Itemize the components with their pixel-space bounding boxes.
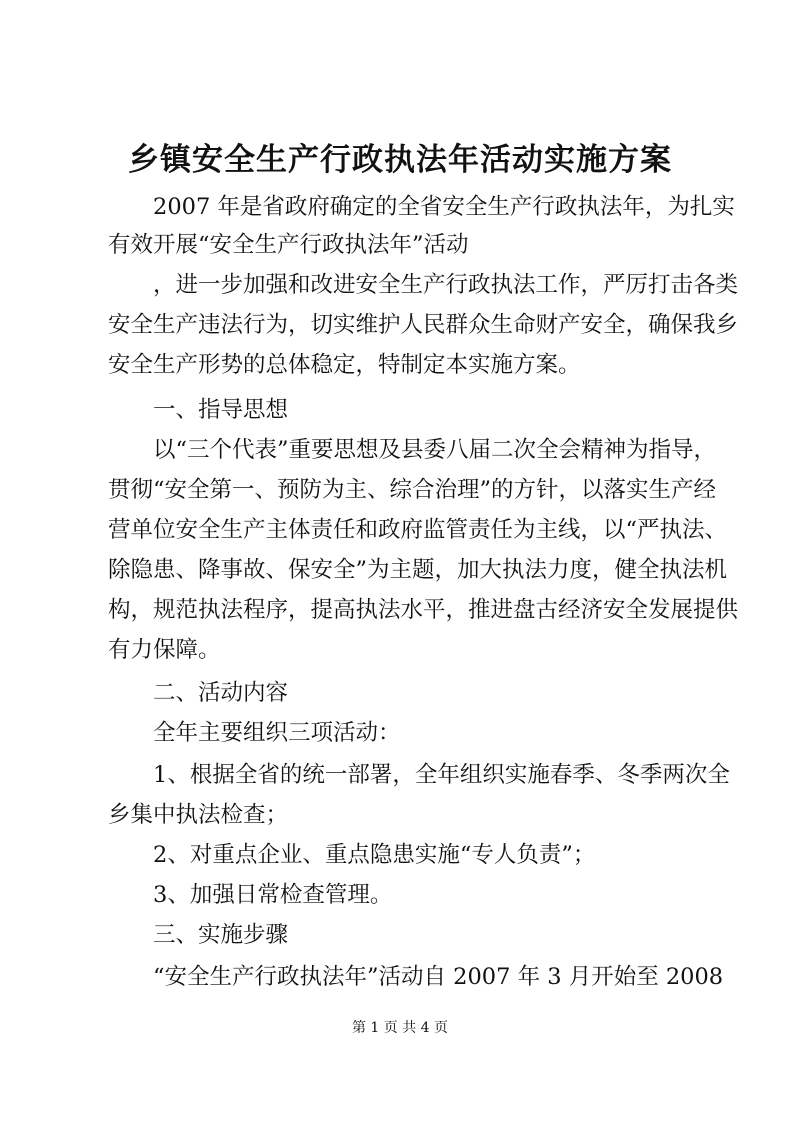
body-line: “安全生产行政执法年”活动自 2007 年 3 月开始至 2008 bbox=[108, 964, 724, 990]
body-line: 营单位安全生产主体责任和政府监管责任为主线，以“严执法、 bbox=[108, 517, 728, 543]
body-line: 有力保障。 bbox=[108, 637, 221, 663]
body-line: 全年主要组织三项活动： bbox=[108, 720, 401, 746]
page-footer: 第 1 页 共 4 页 bbox=[351, 1020, 449, 1036]
body-line: 安全生产形势的总体稳定，特制定本实施方案。 bbox=[108, 352, 581, 378]
list-item: 3、加强日常检查管理。 bbox=[108, 882, 393, 908]
body-line: ，进一步加强和改进安全生产行政执法工作，严厉打击各类 bbox=[108, 272, 739, 298]
body-line: 有效开展“安全生产行政执法年”活动 bbox=[108, 232, 469, 258]
document-title: 乡镇安全生产行政执法年活动实施方案 bbox=[128, 142, 672, 178]
body-line: 以“三个代表”重要思想及县委八届二次全会精神为指导， bbox=[108, 437, 717, 463]
list-item: 2、对重点企业、重点隐患实施“专人负责”； bbox=[108, 842, 596, 868]
section-heading: 一、指导思想 bbox=[108, 397, 289, 423]
list-item: 1、根据全省的统一部署，全年组织实施春季、冬季两次全 bbox=[108, 762, 730, 788]
body-line: 2007 年是省政府确定的全省安全生产行政执法年，为扎实 bbox=[108, 194, 735, 220]
body-line: 构，规范执法程序，提高执法水平，推进盘古经济安全发展提供 bbox=[108, 597, 739, 623]
body-line: 除隐患、降事故、保安全”为主题，加大执法力度，健全执法机 bbox=[108, 557, 728, 583]
body-line: 贯彻“安全第一、预防为主、综合治理”的方针，以落实生产经 bbox=[108, 477, 717, 503]
body-line: 乡集中执法检查； bbox=[108, 802, 289, 828]
body-line: 安全生产违法行为，切实维护人民群众生命财产安全，确保我乡 bbox=[108, 312, 739, 338]
section-heading: 二、活动内容 bbox=[108, 680, 289, 706]
section-heading: 三、实施步骤 bbox=[108, 922, 289, 948]
